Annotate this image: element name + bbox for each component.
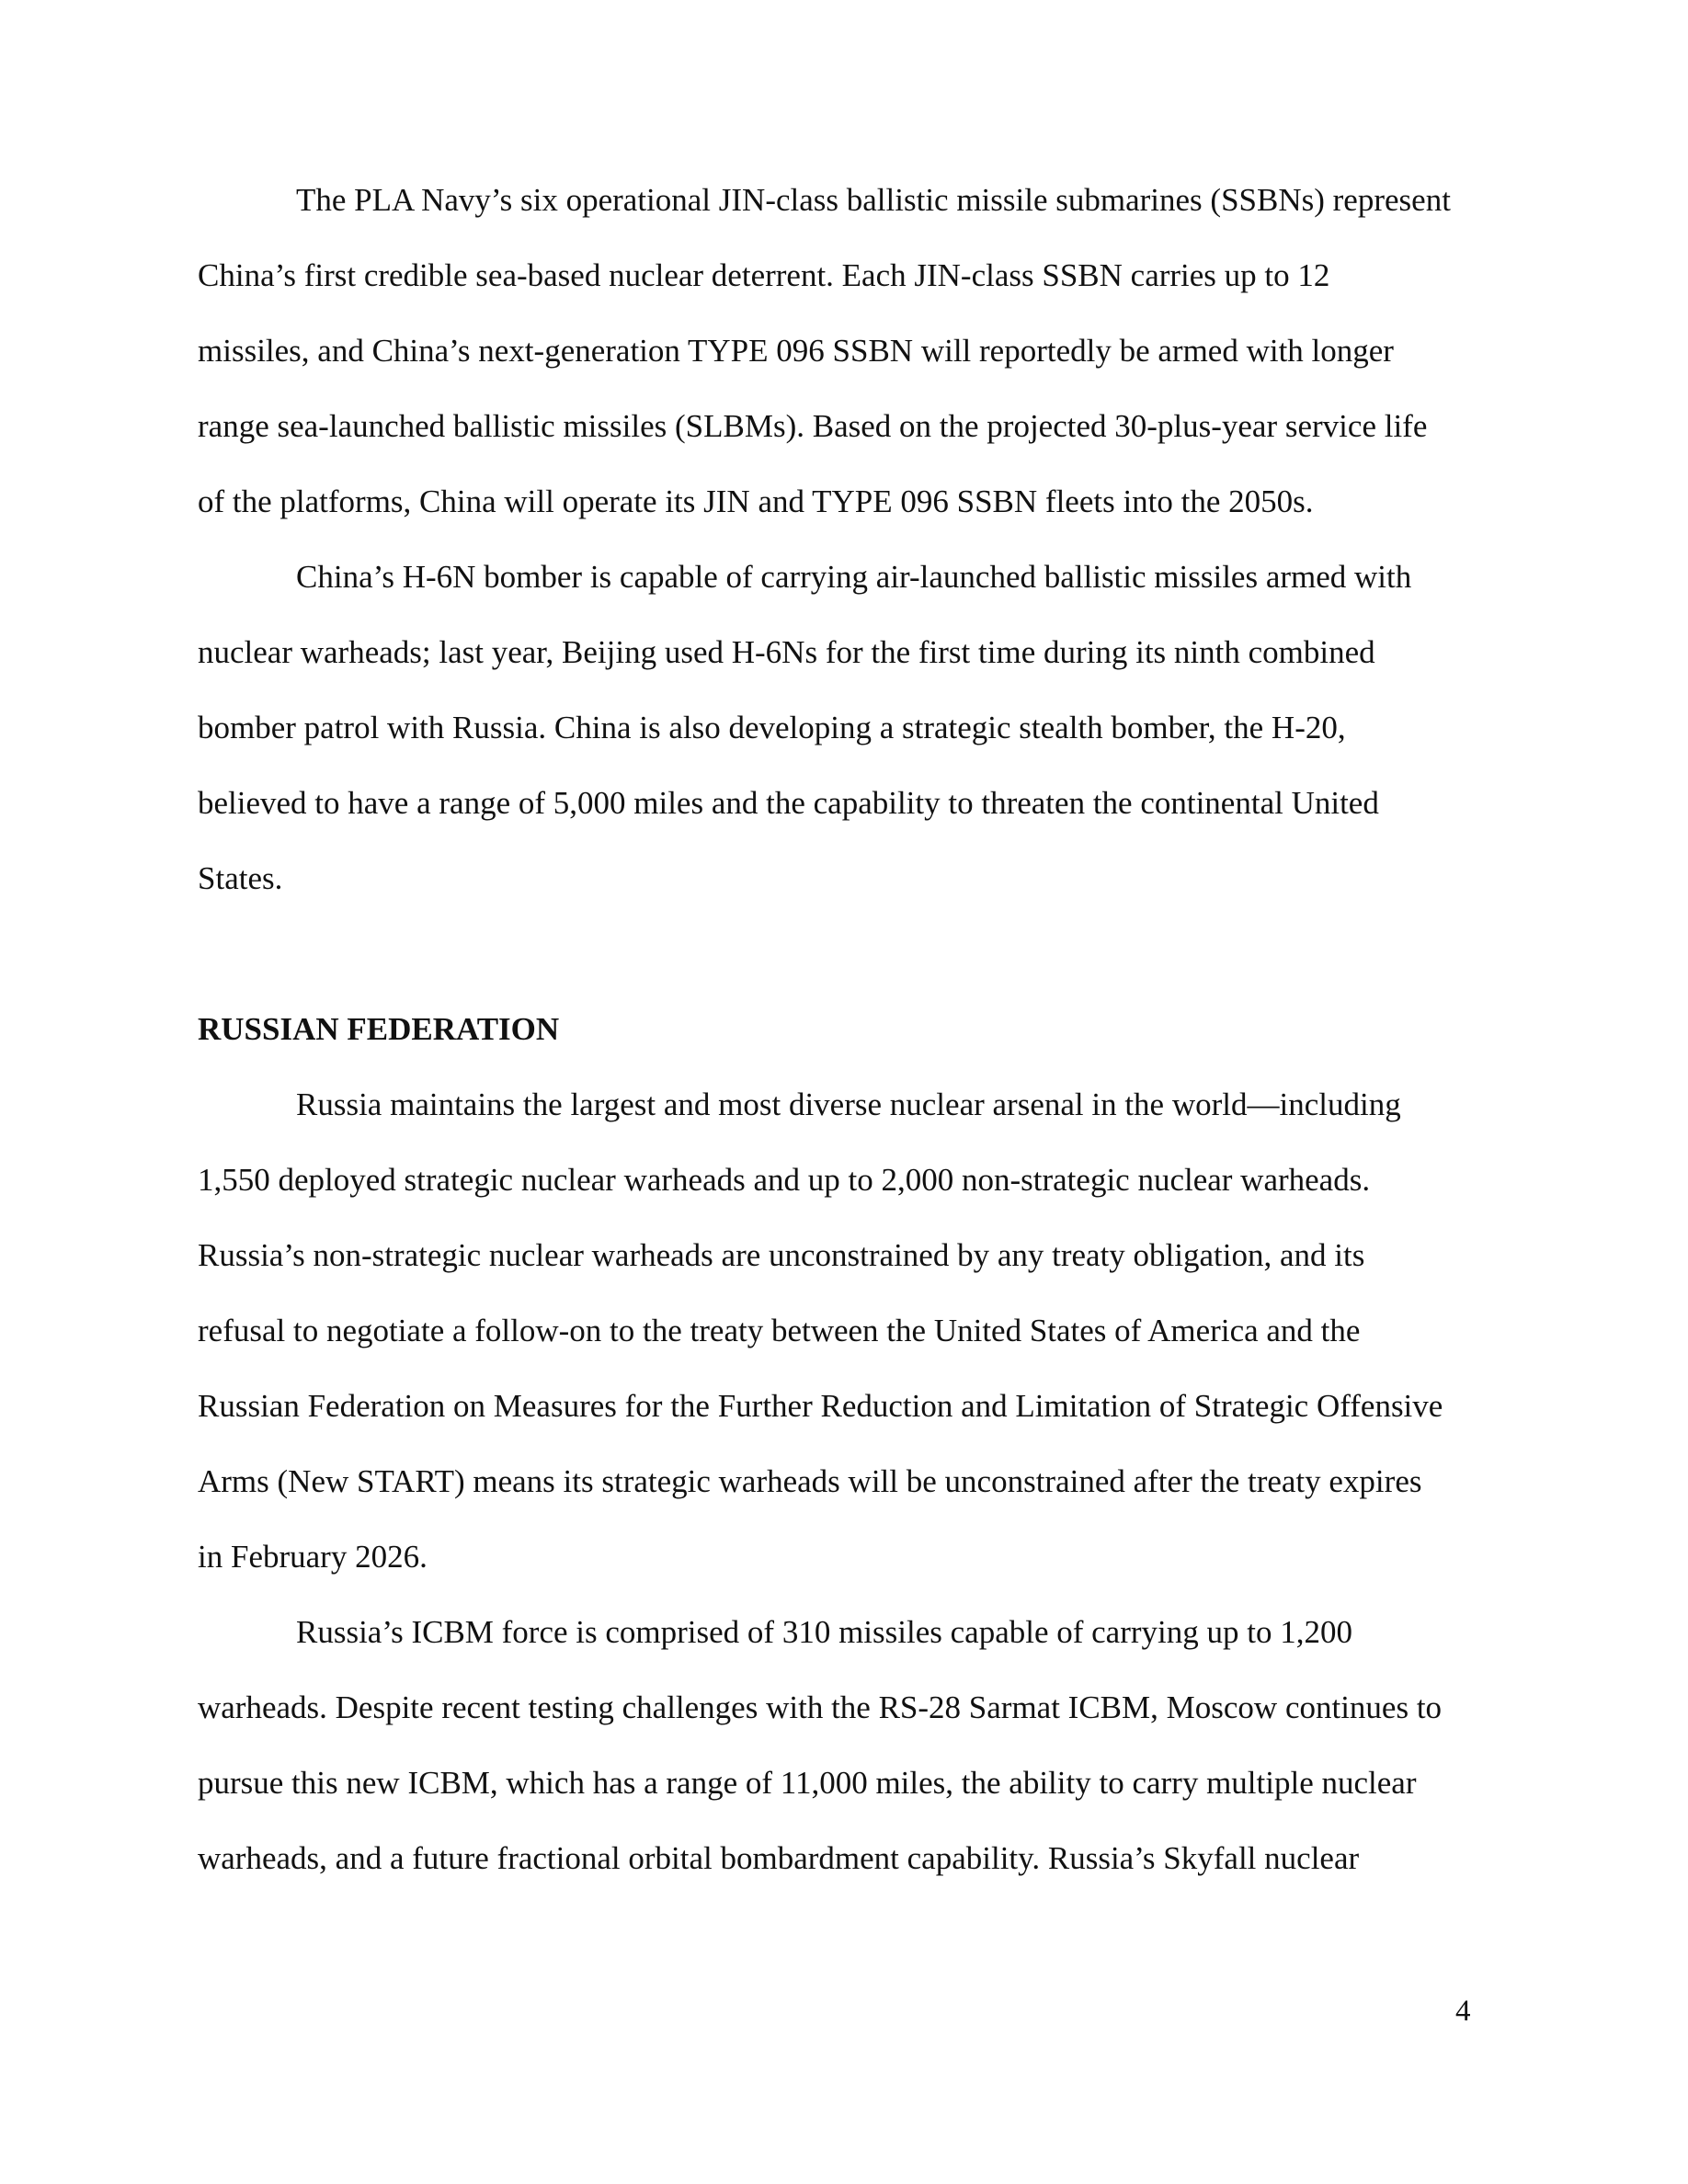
text-line: warheads, and a future fractional orbital bombardment capability. Russia’s Skyfall nuclear (198, 1840, 1360, 1876)
text-line: refusal to negotiate a follow-on to the treaty between the United States of America and the (198, 1313, 1361, 1348)
text-line: range sea-launched ballistic missiles (SLBMs). Based on the projected 30-plus-year service life (198, 408, 1428, 444)
text-line: Russia’s ICBM force is comprised of 310 missiles capable of carrying up to 1,200 (296, 1614, 1352, 1650)
text-line: 1,550 deployed strategic nuclear warheads and up to 2,000 non-strategic nuclear warheads. (198, 1162, 1371, 1198)
text-line: bomber patrol with Russia. China is also developing a strategic stealth bomber, the H-20, (198, 710, 1346, 745)
text-line: Russia’s non-strategic nuclear warheads are unconstrained by any treaty obligation, and its (198, 1237, 1365, 1273)
text-line: in February 2026. (198, 1539, 428, 1575)
text-line: pursue this new ICBM, which has a range of 11,000 miles, the ability to carry multiple nuclear (198, 1765, 1417, 1801)
text-line: of the platforms, China will operate its JIN and TYPE 096 SSBN fleets into the 2050s. (198, 483, 1314, 519)
text-line: China’s H-6N bomber is capable of carrying air-launched ballistic missiles armed with (296, 559, 1412, 595)
text-line: nuclear warheads; last year, Beijing used H-6Ns for the first time during its ninth combined (198, 634, 1375, 670)
text-line: Russia maintains the largest and most diverse nuclear arsenal in the world—including (296, 1086, 1401, 1122)
text-line: Russian Federation on Measures for the Further Reduction and Limitation of Strategic Offensive (198, 1388, 1443, 1424)
text-line: missiles, and China’s next-generation TYPE 096 SSBN will reportedly be armed with longer (198, 333, 1394, 369)
section-heading: RUSSIAN FEDERATION (198, 1011, 560, 1047)
text-line: States. (198, 860, 283, 896)
text-line: China’s first credible sea-based nuclear deterrent. Each JIN-class SSBN carries up to 12 (198, 257, 1330, 293)
text-line: warheads. Despite recent testing challenges with the RS-28 Sarmat ICBM, Moscow continues to (198, 1689, 1443, 1725)
page-number: 4 (1455, 1995, 1471, 2028)
text-line: Arms (New START) means its strategic warheads will be unconstrained after the treaty expires (198, 1463, 1422, 1499)
text-line: believed to have a range of 5,000 miles and the capability to threaten the continental United (198, 785, 1379, 821)
text-line: The PLA Navy’s six operational JIN-class ballistic missile submarines (SSBNs) represent (296, 182, 1451, 218)
